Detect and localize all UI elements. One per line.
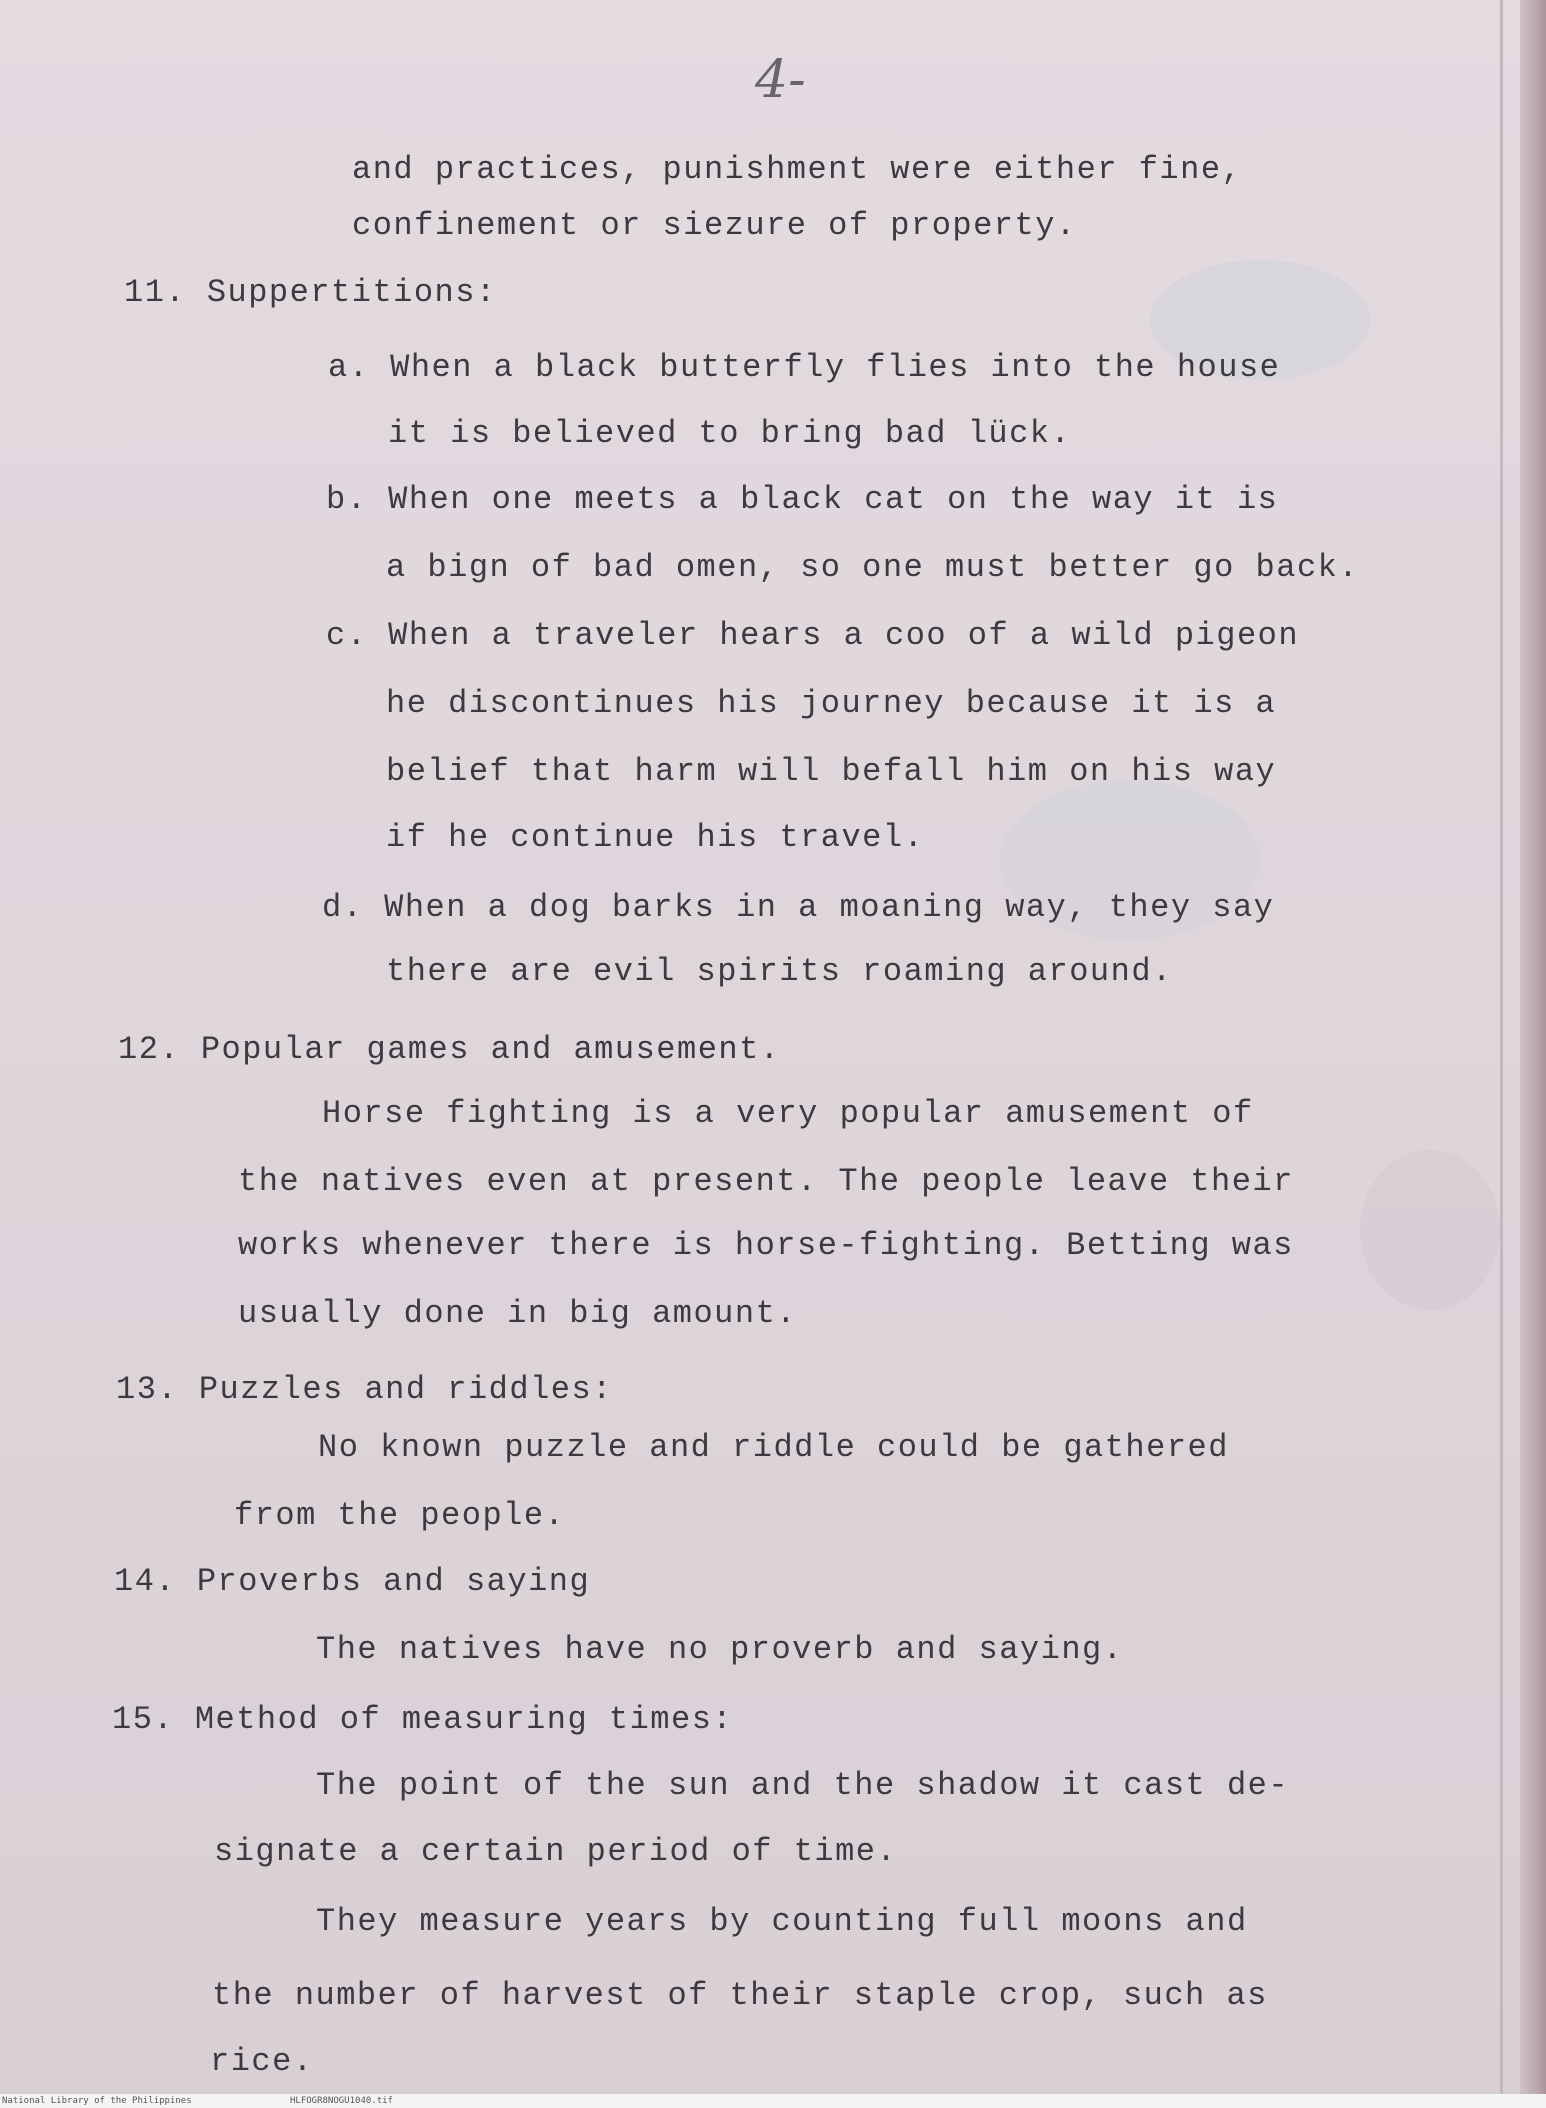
page-edge [1500, 0, 1503, 2095]
text-line: They measure years by counting full moons and [316, 1903, 1248, 1940]
text-line: if he continue his travel. [386, 819, 925, 856]
text-line: The natives have no proverb and saying. [316, 1631, 1124, 1668]
text-line: and practices, punishment were either fine, [352, 151, 1243, 188]
text-line: rice. [210, 2043, 314, 2080]
scan-footer [0, 2094, 1546, 2108]
list-item: d. When a dog barks in a moaning way, they say [322, 889, 1275, 926]
footer-library: National Library of the Philippines [2, 2096, 192, 2106]
section-heading: 15. Method of measuring times: [112, 1701, 734, 1738]
text-line: the number of harvest of their staple crop, such as [212, 1977, 1268, 2014]
text-line: confinement or siezure of property. [352, 207, 1077, 244]
list-item: b. When one meets a black cat on the way it is [326, 481, 1279, 518]
list-item: a. When a black butterfly flies into the house [328, 349, 1281, 386]
section-heading: 11. Suppertitions: [124, 274, 497, 311]
text-line: signate a certain period of time. [214, 1833, 898, 1870]
text-line: there are evil spirits roaming around. [386, 953, 1173, 990]
page-number: 4- [755, 50, 806, 110]
text-line: usually done in big amount. [238, 1295, 797, 1332]
section-heading: 12. Popular games and amusement. [118, 1031, 781, 1068]
text-line: No known puzzle and riddle could be gathered [318, 1429, 1229, 1466]
list-item: c. When a traveler hears a coo of a wild pigeon [326, 617, 1300, 654]
section-heading: 14. Proverbs and saying [114, 1563, 591, 1600]
text-line: from the people. [234, 1497, 566, 1534]
section-heading: 13. Puzzles and riddles: [116, 1371, 613, 1408]
text-line: The point of the sun and the shadow it cast de- [316, 1767, 1290, 1804]
text-line: works whenever there is horse-fighting. Betting was [238, 1227, 1294, 1264]
text-line: belief that harm will befall him on his way [386, 753, 1277, 790]
text-line: a bign of bad omen, so one must better go back. [386, 549, 1360, 586]
binding-edge [1520, 0, 1546, 2108]
footer-filename: HLFOGR8NOGU1040.tif [290, 2096, 393, 2106]
paper-stain [1360, 1150, 1500, 1310]
text-line: it is believed to bring bad lück. [388, 415, 1072, 452]
text-line: Horse fighting is a very popular amusement of [322, 1095, 1254, 1132]
text-line: the natives even at present. The people leave their [238, 1163, 1294, 1200]
text-line: he discontinues his journey because it is a [386, 685, 1277, 722]
